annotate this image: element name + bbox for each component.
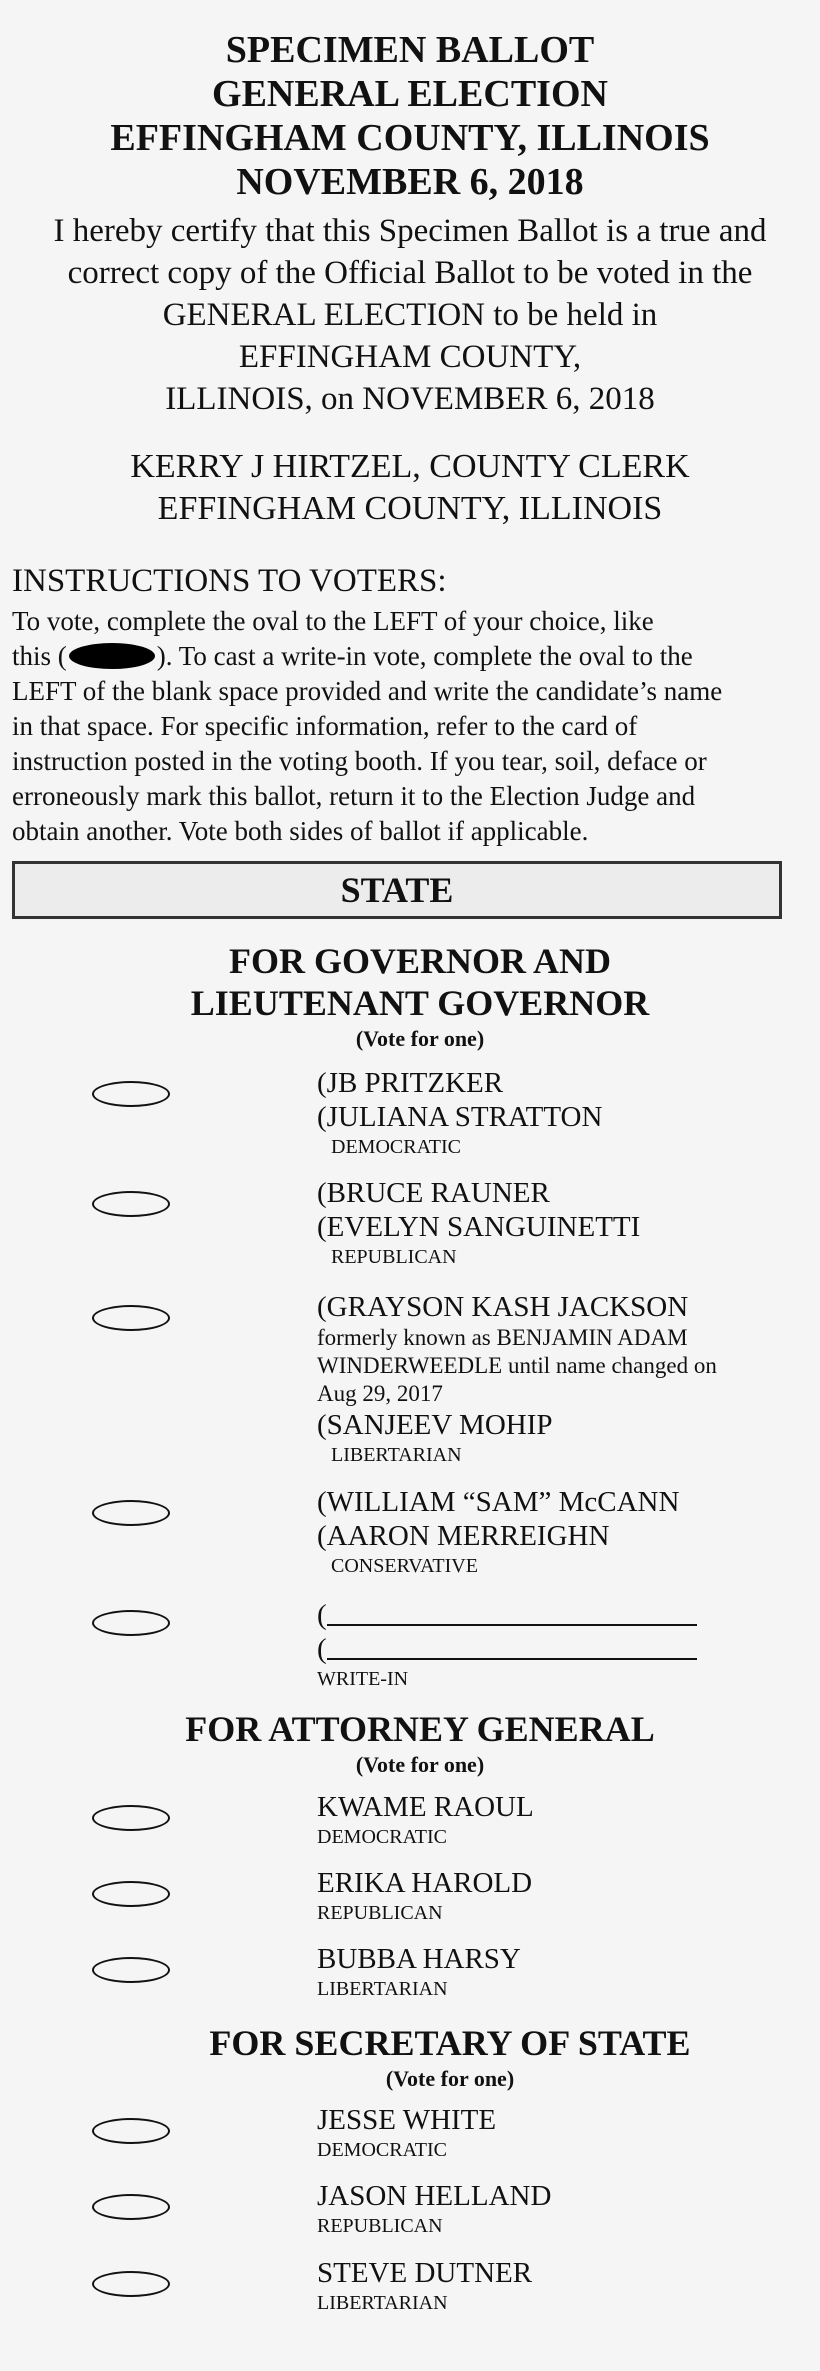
write-in-field[interactable] <box>327 1600 697 1626</box>
write-in-label: WRITE-IN <box>317 1668 409 1690</box>
candidate-name: (JULIANA STRATTON <box>317 1101 603 1133</box>
contest-title-secretary-of-state: FOR SECRETARY OF STATE <box>209 2023 691 2063</box>
contest-title-governor <box>100 940 740 1024</box>
clerk-line: KERRY J HIRTZEL, COUNTY CLERK <box>130 448 690 485</box>
write-in-line <box>317 1632 797 1666</box>
party-label: DEMOCRATIC <box>317 1826 448 1848</box>
party-label: CONSERVATIVE <box>331 1555 478 1577</box>
instructions-line <box>12 639 812 674</box>
vote-oval-raoul[interactable] <box>92 1805 170 1831</box>
title-line: GENERAL ELECTION <box>212 73 608 115</box>
vote-oval-harsy[interactable] <box>92 1957 170 1983</box>
vote-oval-dutner[interactable] <box>92 2271 170 2297</box>
instructions <box>12 562 812 849</box>
cert-line: GENERAL ELECTION to be held in <box>162 297 658 333</box>
title-line: EFFINGHAM COUNTY, ILLINOIS <box>110 117 710 159</box>
candidate-raoul <box>317 1790 797 1850</box>
vote-oval-harold[interactable] <box>92 1881 170 1907</box>
certification-text <box>0 210 820 420</box>
ballot-header <box>0 28 820 530</box>
write-in-line <box>317 1598 797 1632</box>
cert-line: ILLINOIS, on NOVEMBER 6, 2018 <box>165 381 655 417</box>
cert-line: correct copy of the Official Ballot to be voted in the <box>67 255 753 291</box>
candidate-harsy <box>317 1942 797 2002</box>
filled-oval-example-icon <box>69 643 155 669</box>
contest-title-line: FOR GOVERNOR AND <box>228 941 611 981</box>
party-label: DEMOCRATIC <box>331 1136 462 1158</box>
write-in-prefix: ( <box>317 1633 327 1665</box>
vote-oval-jackson[interactable] <box>92 1305 170 1331</box>
vote-oval-pritzker[interactable] <box>92 1081 170 1107</box>
party-label: REPUBLICAN <box>331 1246 457 1268</box>
candidate-name: (BRUCE RAUNER <box>317 1177 550 1209</box>
contest-title-line: LIEUTENANT GOVERNOR <box>190 983 650 1023</box>
instructions-line: LEFT of the blank space provided and write the candidate’s name <box>12 676 723 706</box>
title-line: SPECIMEN BALLOT <box>225 29 595 71</box>
candidate-white <box>317 2103 797 2163</box>
instructions-text: this ( <box>12 641 67 671</box>
vote-for-instruction: (Vote for one) <box>355 1026 485 1051</box>
instructions-title: INSTRUCTIONS TO VOTERS: <box>12 563 447 599</box>
instructions-line: To vote, complete the oval to the LEFT of your choice, like <box>12 606 654 636</box>
party-label: REPUBLICAN <box>317 1902 443 1924</box>
candidate-name: (GRAYSON KASH JACKSON <box>317 1291 689 1323</box>
candidate-pritzker-stratton <box>317 1066 797 1160</box>
instructions-line: instruction posted in the voting booth. If you tear, soil, deface or <box>12 746 707 776</box>
candidate-name: JASON HELLAND <box>317 2180 552 2212</box>
clerk-line: EFFINGHAM COUNTY, ILLINOIS <box>157 490 663 527</box>
contest-title-attorney-general: FOR ATTORNEY GENERAL <box>185 1709 655 1749</box>
candidate-harold <box>317 1866 797 1926</box>
instructions-line: obtain another. Vote both sides of ballot if applicable. <box>12 816 589 846</box>
candidate-note: WINDERWEEDLE until name changed on <box>317 1353 717 1378</box>
candidate-helland <box>317 2179 797 2239</box>
candidate-rauner-sanguinetti <box>317 1176 797 1270</box>
clerk-signature-block <box>0 446 820 530</box>
vote-for-instruction: (Vote for one) <box>385 2066 515 2091</box>
candidate-name: (WILLIAM “SAM” McCANN <box>317 1486 680 1518</box>
party-label: LIBERTARIAN <box>331 1444 462 1466</box>
candidate-name: (EVELYN SANGUINETTI <box>317 1211 641 1243</box>
candidate-mccann-merreighn <box>317 1485 797 1579</box>
write-in-field[interactable] <box>327 1634 697 1660</box>
candidate-jackson-mohip <box>317 1290 797 1468</box>
instructions-line: in that space. For specific information, refer to the card of <box>12 711 638 741</box>
party-label: DEMOCRATIC <box>317 2139 448 2161</box>
candidate-name: (SANJEEV MOHIP <box>317 1409 553 1441</box>
vote-oval-rauner[interactable] <box>92 1191 170 1217</box>
vote-oval-helland[interactable] <box>92 2194 170 2220</box>
vote-oval-mccann[interactable] <box>92 1500 170 1526</box>
candidate-name: KWAME RAOUL <box>317 1791 534 1823</box>
candidate-note: Aug 29, 2017 <box>317 1381 443 1406</box>
vote-for-instruction: (Vote for one) <box>355 1752 485 1777</box>
write-in-block <box>317 1598 797 1692</box>
cert-line: I hereby certify that this Specimen Ballot is a true and <box>53 213 767 249</box>
candidate-name: ERIKA HAROLD <box>317 1867 533 1899</box>
candidate-name: BUBBA HARSY <box>317 1943 521 1975</box>
section-header-state: STATE <box>12 861 782 919</box>
cert-line: EFFINGHAM COUNTY, <box>238 339 582 375</box>
candidate-name: JESSE WHITE <box>317 2104 497 2136</box>
vote-oval-write-in[interactable] <box>92 1610 170 1636</box>
party-label: REPUBLICAN <box>317 2215 443 2237</box>
candidate-dutner <box>317 2256 797 2316</box>
party-label: LIBERTARIAN <box>317 2292 448 2314</box>
title-line: NOVEMBER 6, 2018 <box>236 161 584 203</box>
vote-oval-white[interactable] <box>92 2118 170 2144</box>
candidate-name: STEVE DUTNER <box>317 2257 533 2289</box>
candidate-note: formerly known as BENJAMIN ADAM <box>317 1325 688 1350</box>
instructions-text: ). To cast a write-in vote, complete the oval to the <box>156 641 693 671</box>
candidate-name: (JB PRITZKER <box>317 1067 504 1099</box>
write-in-prefix: ( <box>317 1599 327 1631</box>
party-label: LIBERTARIAN <box>317 1978 448 2000</box>
candidate-name: (AARON MERREIGHN <box>317 1520 610 1552</box>
instructions-line: erroneously mark this ballot, return it to the Election Judge and <box>12 781 696 811</box>
